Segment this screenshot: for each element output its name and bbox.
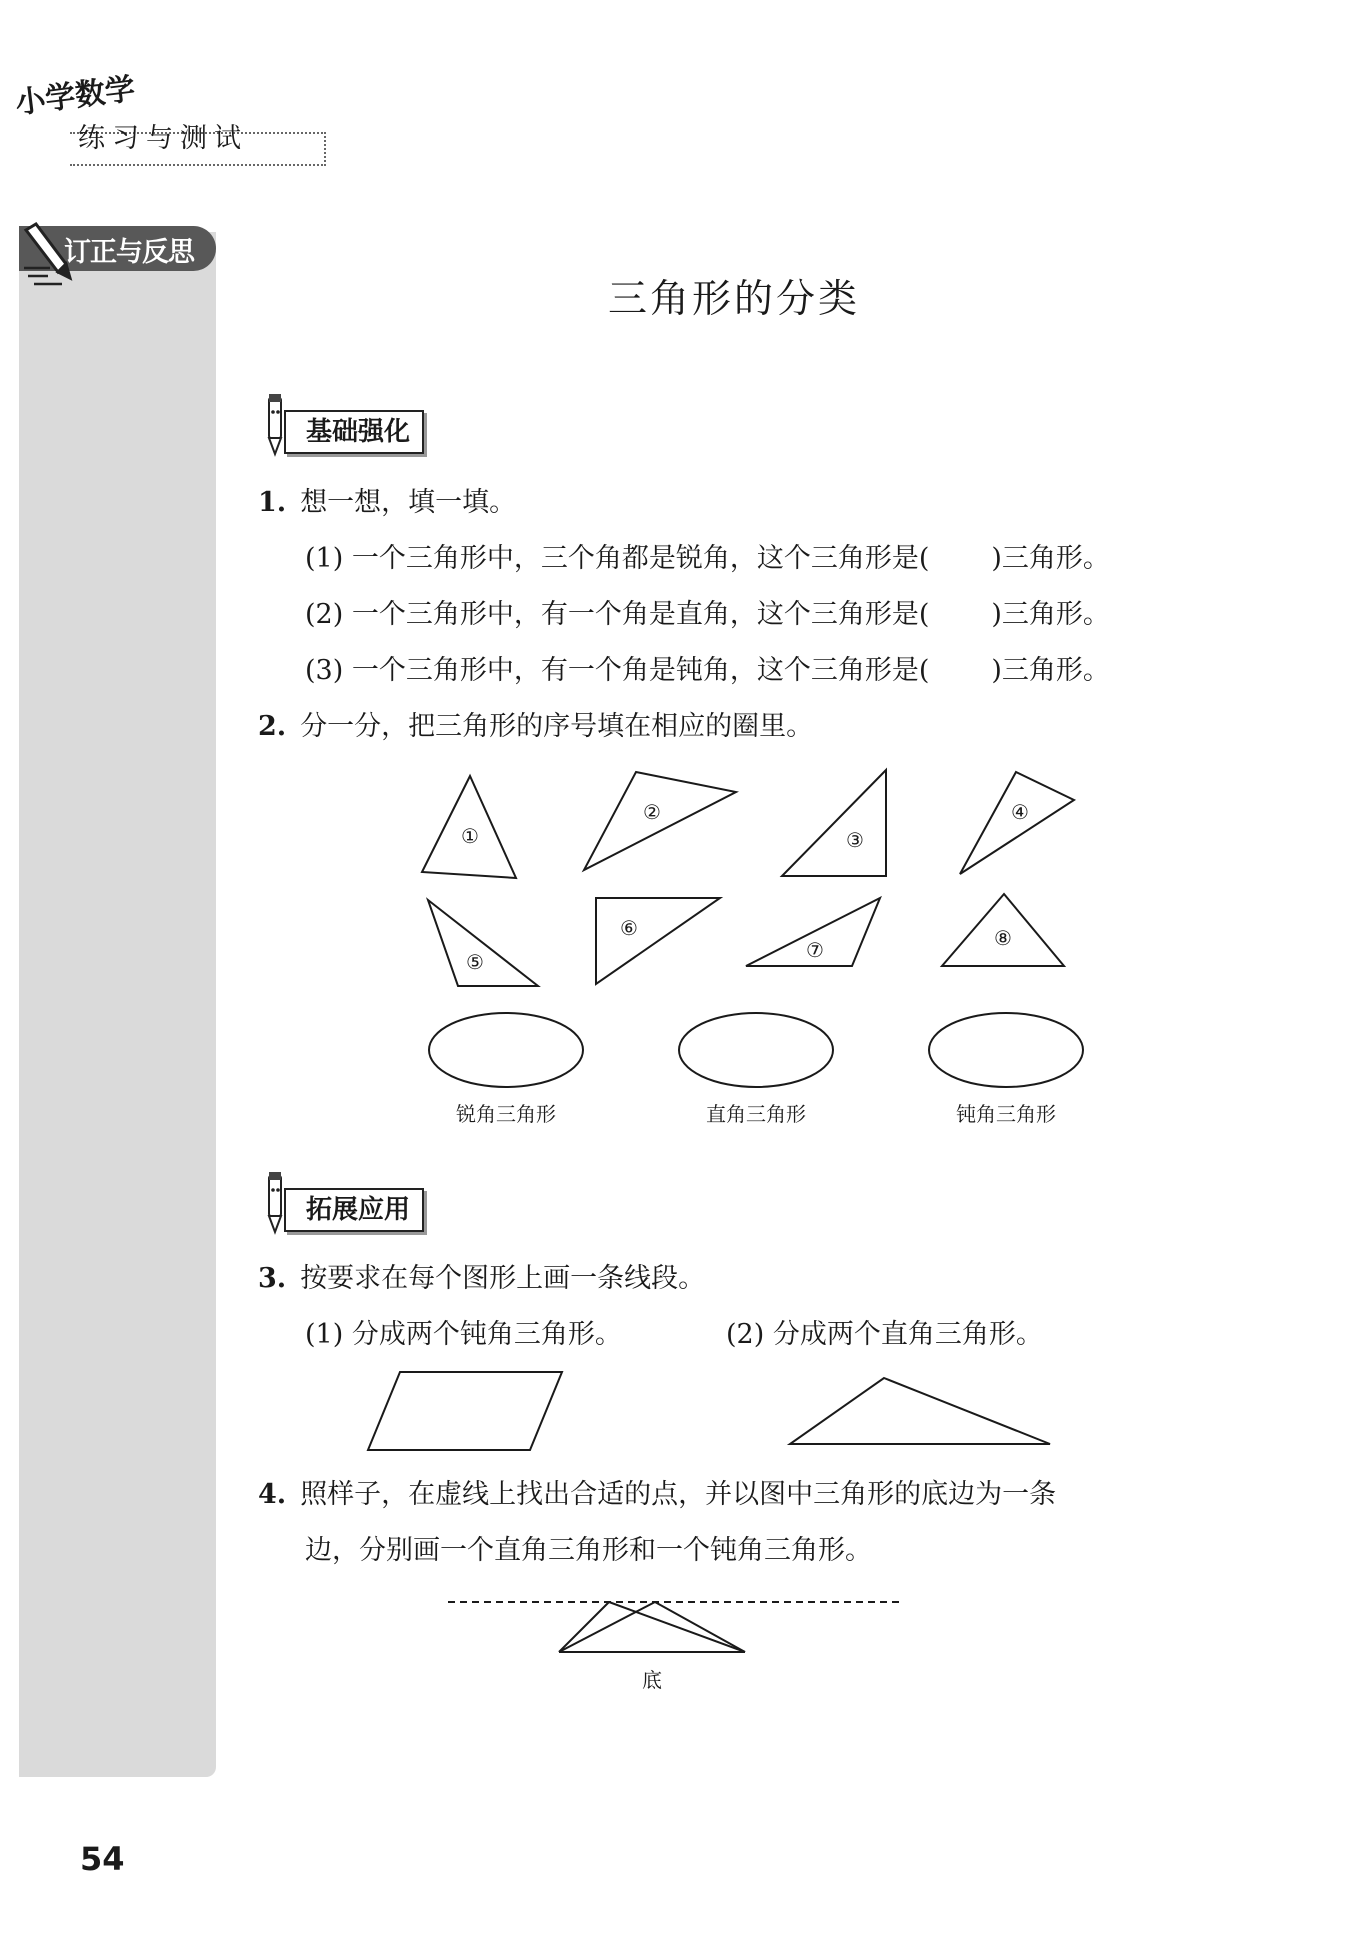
q4-line-2: 边，分别画一个直角三角形和一个钝角三角形。 — [305, 1535, 872, 1566]
triangle-label-8: ⑧ — [994, 926, 1012, 950]
triangle-label-3: ③ — [846, 828, 864, 852]
example-side — [609, 1602, 745, 1652]
q4-line-1 — [258, 1472, 1056, 1511]
book-subtitle: 练习与测试 — [78, 123, 248, 154]
q3-part-2: (2) 分成两个直角三角形。 — [726, 1319, 1043, 1350]
circle-obtuse — [929, 1013, 1083, 1087]
triangle-label-2: ② — [643, 800, 661, 824]
section-extend: 拓展应用 — [284, 1188, 424, 1232]
q3-part-1: (1) 分成两个钝角三角形。 — [305, 1319, 622, 1350]
parallelogram-shape — [368, 1372, 562, 1450]
q1-item-1-post: )三角形。 — [991, 543, 1110, 574]
base-label: 底 — [642, 1668, 662, 1692]
q2-number: 2. — [258, 711, 287, 742]
circle-right — [679, 1013, 833, 1087]
q1-item-3-pre: (3) 一个三角形中，有一个角是钝角，这个三角形是( — [305, 655, 930, 686]
obtuse-triangle-shape — [790, 1378, 1050, 1444]
triangle-label-1: ① — [461, 824, 479, 848]
triangle-label-4: ④ — [1011, 800, 1029, 824]
q2-text: 分一分，把三角形的序号填在相应的圈里。 — [300, 711, 814, 742]
q1-item-2-pre: (2) 一个三角形中，有一个角是直角，这个三角形是( — [305, 599, 930, 630]
q4-number: 4. — [258, 1479, 287, 1510]
example-side — [559, 1602, 609, 1652]
triangle-label-5: ⑤ — [466, 950, 484, 974]
example-side — [559, 1602, 655, 1652]
circle-label-obtuse: 钝角三角形 — [956, 1102, 1056, 1126]
page-number: 54 — [80, 1840, 125, 1878]
triangle-3 — [782, 770, 886, 876]
section-basic: 基础强化 — [284, 410, 424, 454]
circle-label-right: 直角三角形 — [706, 1102, 806, 1126]
triangle-6 — [596, 898, 720, 984]
triangle-label-6: ⑥ — [620, 916, 638, 940]
q3-text: 按要求在每个图形上画一条线段。 — [300, 1263, 706, 1294]
triangle-label-7: ⑦ — [806, 938, 824, 962]
q3-prompt — [258, 1256, 705, 1295]
q4-text-1: 照样子，在虚线上找出合适的点，并以图中三角形的底边为一条 — [300, 1479, 1057, 1510]
q1-item-3-post: )三角形。 — [991, 655, 1110, 686]
circle-acute — [429, 1013, 583, 1087]
q1-text: 想一想，填一填。 — [300, 487, 517, 518]
example-side — [655, 1602, 745, 1652]
page-title: 三角形的分类 — [607, 277, 860, 322]
sidebar-label: 订正与反思 — [64, 237, 194, 268]
q1-number: 1. — [258, 487, 287, 518]
q1-item-2-post: )三角形。 — [991, 599, 1110, 630]
q3-number: 3. — [258, 1263, 287, 1294]
circle-label-acute: 锐角三角形 — [456, 1102, 556, 1126]
book-brand: 小学数学 — [13, 71, 137, 122]
q1-item-1-pre: (1) 一个三角形中，三个角都是锐角，这个三角形是( — [305, 543, 930, 574]
